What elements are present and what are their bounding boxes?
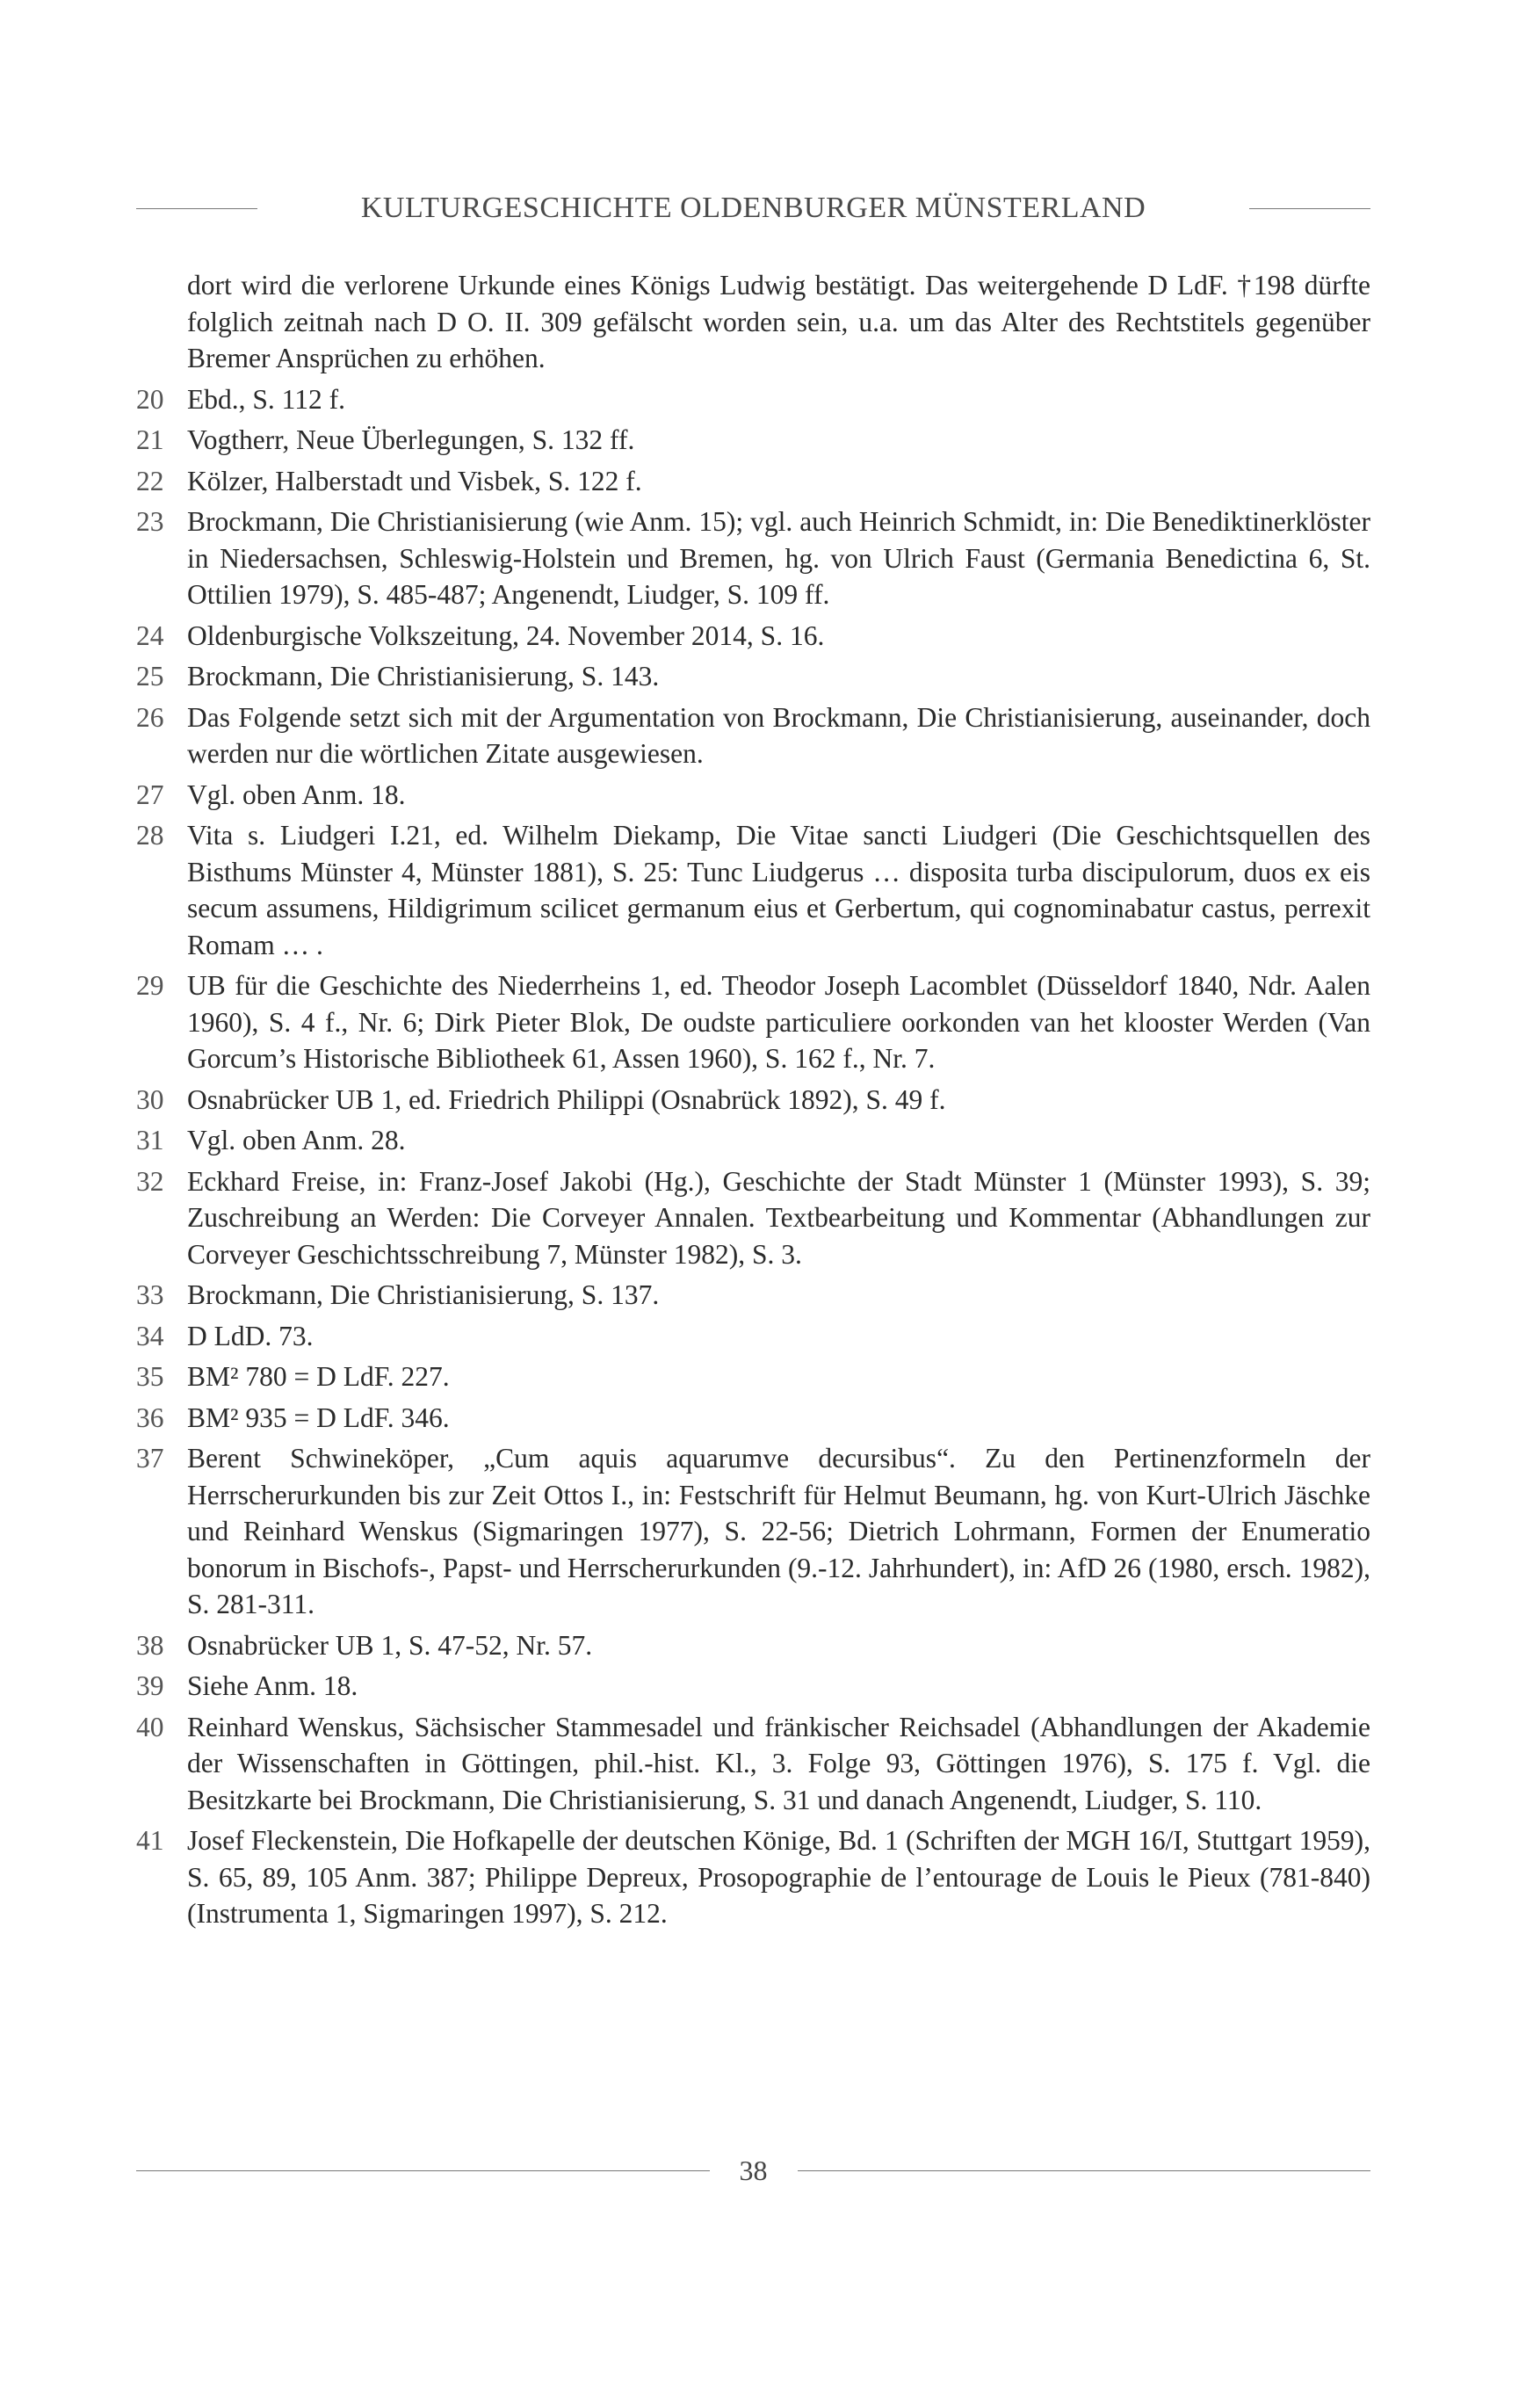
footnote-37: [136, 1440, 1370, 1623]
footnote-40: [136, 1709, 1370, 1819]
footnote-text: Das Folgende setzt sich mit der Argumentation von Brockmann, Die Christianisierung, auseinander, doch werden nur die wörtlichen Zitate ausgewiesen.: [187, 701, 1370, 769]
page-number: 38: [739, 2155, 768, 2186]
footnote-number: 23: [136, 506, 164, 537]
footnote-number: 39: [136, 1670, 164, 1701]
page-footer: [136, 2155, 1370, 2187]
footer-rule-left: [136, 2170, 710, 2171]
footnote-number: 41: [136, 1825, 164, 1856]
footnote-number: 34: [136, 1320, 164, 1351]
footnote-number: 25: [136, 661, 164, 692]
footnote-39: [136, 1668, 1370, 1705]
footnote-29: [136, 967, 1370, 1077]
footnote-number: 30: [136, 1083, 164, 1115]
footnotes: [136, 267, 1370, 1937]
running-header: [136, 192, 1370, 225]
footnote-22: [136, 463, 1370, 500]
footnote-41: [136, 1822, 1370, 1932]
footnote-24: [136, 618, 1370, 655]
footnote-text: Siehe Anm. 18.: [187, 1670, 358, 1701]
footnote-text: UB für die Geschichte des Niederrheins 1, ed. Theodor Joseph Lacomblet (Düsseldorf 1840, Ndr. Aalen 1960), S. 4 f., Nr. 6; Dirk Pieter Blok, De oudste particuliere oorkonden van het klooster Werden (Van Gorcum’s Historische Bibliotheek 61, Assen 1960), S. 162 f., Nr. 7.: [187, 970, 1370, 1074]
footnote-number: 21: [136, 424, 164, 455]
header-title: KULTURGESCHICHTE OLDENBURGER MÜNSTERLAND: [360, 192, 1146, 224]
header-rule-left: [136, 208, 257, 209]
footnote-20: [136, 381, 1370, 418]
footnote-text: Reinhard Wenskus, Sächsischer Stammesadel und fränkischer Reichsadel (Abhandlungen der Akademie der Wissenschaften in Göttingen, phil.-hist. Kl., 3. Folge 93, Göttingen 1976), S. 175 f. Vgl. die Besitzkarte bei Brockmann, Die Christianisierung, S. 31 und danach Angenendt, Liudger, S. 110.: [187, 1711, 1370, 1815]
footnote-text: Josef Fleckenstein, Die Hofkapelle der deutschen Könige, Bd. 1 (Schriften der MGH 16/I, Stuttgart 1959), S. 65, 89, 105 Anm. 387; Philippe Depreux, Prosopographie de l’entourage de Louis le Pieux (781-840) (Instrumenta 1, Sigmaringen 1997), S. 212.: [187, 1825, 1370, 1929]
footnote-text: BM² 780 = D LdF. 227.: [187, 1361, 450, 1392]
footnote-21: [136, 422, 1370, 459]
footnote-text: BM² 935 = D LdF. 346.: [187, 1402, 450, 1433]
footnote-28: [136, 817, 1370, 963]
footnote-number: 24: [136, 619, 164, 651]
footer-rule-right: [798, 2170, 1371, 2171]
footnote-continuation: [136, 267, 1370, 377]
footnote-text: Oldenburgische Volkszeitung, 24. November 2014, S. 16.: [187, 619, 825, 651]
footnote-number: 37: [136, 1443, 164, 1474]
footnote-38: [136, 1627, 1370, 1664]
footnote-number: 36: [136, 1402, 164, 1433]
footnote-text: Brockmann, Die Christianisierung, S. 143.: [187, 661, 660, 692]
header-rule-right: [1249, 208, 1370, 209]
footnote-25: [136, 658, 1370, 695]
footnote-text: D LdD. 73.: [187, 1320, 314, 1351]
footnote-text: Vgl. oben Anm. 18.: [187, 779, 406, 810]
footnote-text: Eckhard Freise, in: Franz-Josef Jakobi (Hg.), Geschichte der Stadt Münster 1 (Münster 1993), S. 39; Zuschreibung an Werden: Die Corveyer Annalen. Textbearbeitung und Kommentar (Abhandlungen zur Corveyer Geschichtsschreibung 7, Münster 1982), S. 3.: [187, 1165, 1370, 1270]
footnote-31: [136, 1122, 1370, 1159]
footnote-number: 40: [136, 1711, 164, 1742]
footnote-text: Vita s. Liudgeri I.21, ed. Wilhelm Diekamp, Die Vitae sancti Liudgeri (Die Geschichtsquellen des Bisthums Münster 4, Münster 1881), S. 25: Tunc Liudgerus … disposita turba discipulorum, duos ex eis secum assumens, Hildigrimum scilicet germanum eius et Gerbertum, qui cognominabatur castus, perrexit Romam … .: [187, 820, 1370, 960]
footnote-33: [136, 1277, 1370, 1314]
footnote-34: [136, 1318, 1370, 1355]
footnote-number: 22: [136, 465, 164, 496]
footnote-30: [136, 1082, 1370, 1119]
footnote-number: 20: [136, 383, 164, 415]
footnote-number: 32: [136, 1165, 164, 1197]
footnote-23: [136, 503, 1370, 613]
footnote-text: dort wird die verlorene Urkunde eines Königs Ludwig bestätigt. Das weitergehende D LdF. †198 dürfte folglich zeitnah nach D O. II. 309 gefälscht worden sein, u.a. um das Alter des Rechtstitels gegenüber Bremer Ansprüchen zu erhöhen.: [187, 270, 1370, 373]
footnote-text: Berent Schwineköper, „Cum aquis aquarumve decursibus“. Zu den Pertinenzformeln der Herrscherurkunden bis zur Zeit Ottos I., in: Festschrift für Helmut Beumann, hg. von Kurt-Ulrich Jäschke und Reinhard Wenskus (Sigmaringen 1977), S. 22-56; Dietrich Lohrmann, Formen der Enumeratio bonorum in Bischofs-, Papst- und Herrscherurkunden (9.-12. Jahrhundert), in: AfD 26 (1980, ersch. 1982), S. 281-311.: [187, 1443, 1370, 1619]
footnote-27: [136, 777, 1370, 814]
footnote-number: 31: [136, 1125, 164, 1155]
footnote-36: [136, 1400, 1370, 1437]
footnote-text: Brockmann, Die Christianisierung, S. 137.: [187, 1279, 660, 1310]
footnote-35: [136, 1358, 1370, 1395]
footnote-text: Kölzer, Halberstadt und Visbek, S. 122 f.: [187, 465, 642, 496]
footnote-text: Osnabrücker UB 1, ed. Friedrich Philippi (Osnabrück 1892), S. 49 f.: [187, 1083, 946, 1115]
footnote-number: 33: [136, 1279, 164, 1310]
footnote-text: Vogtherr, Neue Überlegungen, S. 132 ff.: [187, 424, 635, 455]
footnote-32: [136, 1163, 1370, 1273]
footnote-number: 27: [136, 779, 164, 810]
footnote-number: 26: [136, 701, 164, 733]
footnote-text: Ebd., S. 112 f.: [187, 383, 345, 415]
footnote-text: Osnabrücker UB 1, S. 47-52, Nr. 57.: [187, 1629, 593, 1661]
footnote-number: 35: [136, 1361, 164, 1392]
footnote-text: Brockmann, Die Christianisierung (wie Anm. 15); vgl. auch Heinrich Schmidt, in: Die Benediktinerklöster in Niedersachsen, Schleswig-Holstein und Bremen, hg. von Ulrich Faust (Germania Benedictina 6, St. Ottilien 1979), S. 485-487; Angenendt, Liudger, S. 109 ff.: [187, 506, 1370, 610]
footnote-number: 29: [136, 970, 164, 1001]
footnote-26: [136, 699, 1370, 772]
footnote-number: 28: [136, 820, 164, 851]
footnote-text: Vgl. oben Anm. 28.: [187, 1125, 406, 1155]
footnote-number: 38: [136, 1629, 164, 1661]
